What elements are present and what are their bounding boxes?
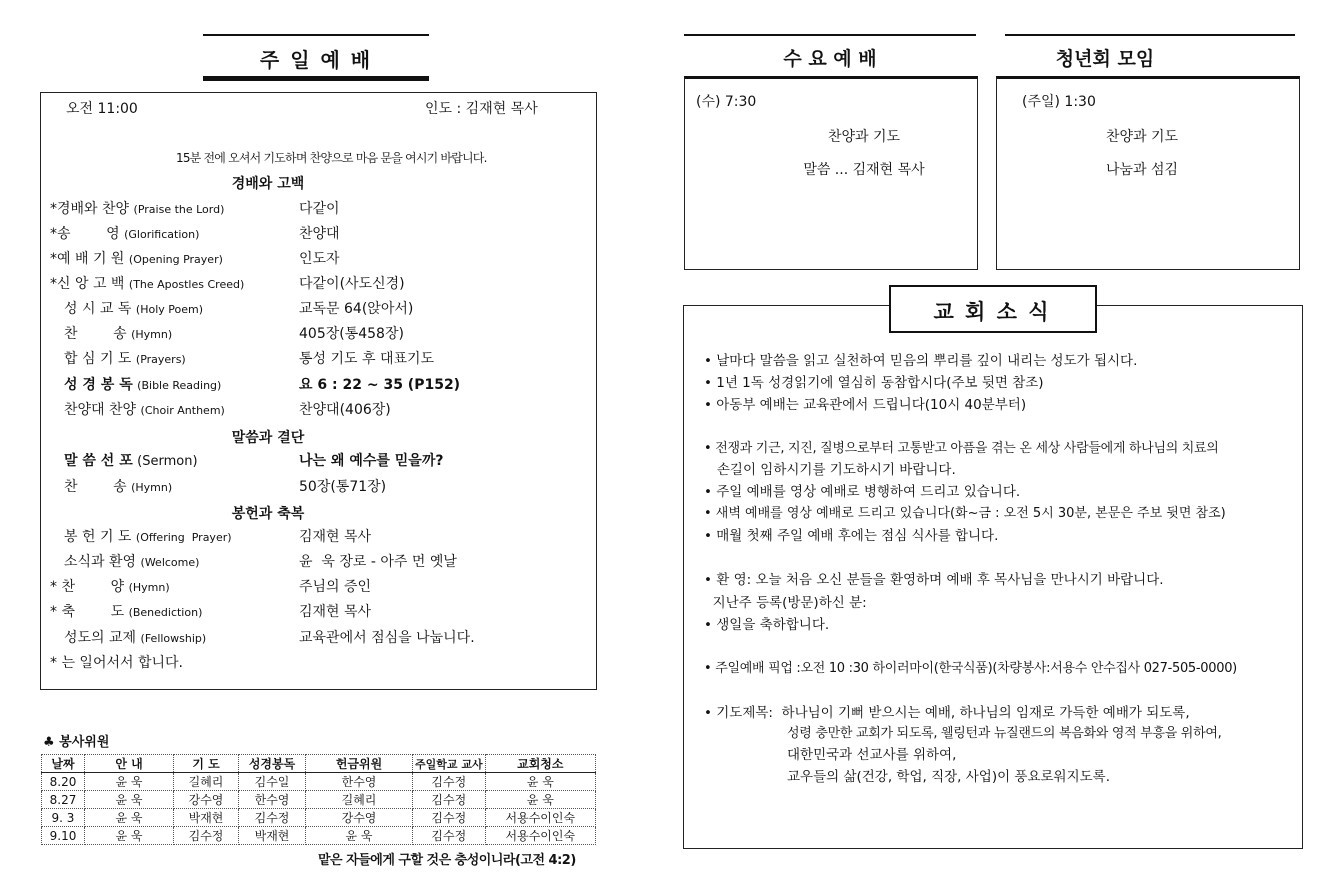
order-item: [50, 200, 224, 219]
youth-title: 청년회 모임: [1055, 48, 1155, 70]
order-item-value: 다같이(사도신경): [299, 276, 405, 292]
cell-date: 9.10: [42, 827, 85, 845]
order-item-ko: *신 앙 고 백: [50, 276, 125, 292]
cell: 서용수이인숙: [485, 809, 595, 827]
order-item-ko: 찬 송: [64, 479, 127, 495]
col-header: 날짜: [42, 755, 85, 773]
order-item-en: (Prayers): [135, 353, 186, 366]
cell-date: 8.27: [42, 791, 85, 809]
news-line: • 환 영: 오늘 처음 오신 분들을 환영하며 예배 후 목사님을 만나시기 바랍니다.: [704, 572, 1164, 588]
cell: 김수정: [413, 773, 486, 791]
news-line: • 1년 1독 성경읽기에 열심히 동참합시다(주보 뒷면 참조): [704, 375, 1044, 391]
wednesday-time: (수) 7:30: [696, 94, 757, 110]
cell: 윤 욱: [85, 827, 174, 845]
order-item-ko: *송 영: [50, 226, 120, 242]
order-item-value: 50장(통71장): [299, 479, 387, 495]
order-item: [64, 376, 221, 395]
table-row: [42, 791, 596, 809]
cell: 김수일: [239, 773, 306, 791]
news-line: 대한민국과 선교사를 위하여,: [787, 747, 957, 763]
cell: 한수영: [239, 791, 306, 809]
order-item-value: 통성 기도 후 대표기도: [299, 351, 435, 367]
order-item-ko: 봉 헌 기 도: [64, 529, 132, 545]
order-item-value: 요 6 : 22 ~ 35 (P152): [299, 377, 461, 393]
order-item-ko: * 찬 양: [50, 579, 125, 595]
cell: 윤 욱: [85, 809, 174, 827]
sunday-title-bottom-rule: [203, 76, 429, 81]
wednesday-line1: 찬양과 기도: [827, 129, 901, 145]
news-line: 손길이 임하시기를 기도하시기 바랍니다.: [704, 462, 956, 478]
order-item-en: (Hymn): [131, 481, 173, 494]
order-item-en: (Holy Poem): [135, 303, 204, 316]
order-item-value: 찬양대: [299, 226, 340, 242]
order-item: [50, 250, 223, 269]
order-item-ko: 소식과 환영: [64, 554, 137, 570]
news-line: • 주일 예배를 영상 예배로 병행하여 드리고 있습니다.: [704, 484, 1021, 500]
order-item-value: 교육관에서 점심을 나눕니다.: [299, 630, 475, 646]
volunteers-table: [41, 754, 596, 845]
order-item-value: 교독문 64(앉아서): [299, 301, 414, 317]
cell: 윤 욱: [485, 773, 595, 791]
cell: 길혜리: [306, 791, 413, 809]
cell: 서용수이인숙: [485, 827, 595, 845]
sunday-time: 오전 11:00: [66, 101, 138, 117]
order-item: [50, 275, 244, 294]
order-item-en: (Sermon): [137, 454, 198, 469]
table-row: [42, 773, 596, 791]
order-item: [64, 629, 206, 648]
order-item-ko: *경배와 찬양: [50, 201, 130, 217]
news-line: • 새벽 예배를 영상 예배로 드리고 있습니다(화~금 : 오전 5시 30분, 본문은 주보 뒷면 참조): [704, 506, 1226, 521]
youth-title-top-rule: [1005, 34, 1295, 36]
cell-date: 8.20: [42, 773, 85, 791]
order-item-value: 405장(통458장): [299, 326, 404, 342]
sunday-notice: 15분 전에 오셔서 기도하며 찬양으로 마음 문을 여시기 바랍니다.: [176, 151, 487, 165]
cell: 길혜리: [174, 773, 239, 791]
cell: 강수영: [174, 791, 239, 809]
news-line: • 날마다 말씀을 읽고 실천하여 믿음의 뿌리를 깊이 내리는 성도가 됩시다.: [704, 353, 1138, 369]
section-heading-offering: 봉헌과 축복: [231, 506, 305, 522]
cell: 박재현: [239, 827, 306, 845]
order-item-value: 주님의 증인: [299, 579, 372, 595]
order-item-en: (Offering Prayer): [135, 531, 232, 544]
col-header: 안 내: [85, 755, 174, 773]
order-item-en: (Choir Anthem): [140, 404, 225, 417]
verse-footer: 맡은 자들에게 구할 것은 충성이니라(고전 4:2): [318, 853, 576, 868]
youth-line2: 나눔과 섬김: [1105, 162, 1179, 178]
order-item: [64, 478, 172, 497]
order-item-en: (Welcome): [140, 556, 200, 569]
order-item: [64, 325, 172, 344]
order-item-en: (Bible Reading): [137, 379, 222, 392]
cell: 윤 욱: [306, 827, 413, 845]
order-item: [64, 553, 199, 572]
cell-date: 9. 3: [42, 809, 85, 827]
col-header: 헌금위원: [306, 755, 413, 773]
order-item-value: 다같이: [299, 201, 340, 217]
news-line: • 전쟁과 기근, 지진, 질병으로부터 고통받고 아픔을 겪는 온 세상 사람들에게 하나님의 치료의: [704, 441, 1219, 456]
order-item-ko: *예 배 기 원: [50, 251, 125, 267]
order-item: [50, 578, 170, 597]
cell: 윤 욱: [85, 791, 174, 809]
order-item-en: (Glorification): [124, 228, 200, 241]
news-title: 교 회 소 식: [933, 300, 1051, 324]
youth-time: (주일) 1:30: [1022, 94, 1096, 110]
news-line: • 기도제목: 하나님이 기뻐 받으시는 예배, 하나님의 임재로 가득한 예배가 되도록,: [704, 705, 1190, 721]
order-item: [64, 300, 203, 319]
order-item: [50, 225, 199, 244]
youth-line1: 찬양과 기도: [1105, 129, 1179, 145]
sunday-title-top-rule: [203, 34, 429, 36]
order-item-en: (Hymn): [128, 581, 170, 594]
order-item-en: (Fellowship): [140, 632, 207, 645]
news-line: • 매월 첫째 주일 예배 후에는 점심 식사를 합니다.: [704, 528, 999, 544]
order-item: [64, 528, 232, 547]
table-row: [42, 827, 596, 845]
order-item-ko: 찬 송: [64, 326, 127, 342]
order-item-ko: 성도의 교제: [64, 630, 137, 646]
order-item-en: (Hymn): [131, 328, 173, 341]
order-item-value: 찬양대(406장): [299, 402, 391, 418]
sunday-title: 주 일 예 배: [259, 48, 373, 72]
order-item: [50, 603, 202, 622]
cell: 강수영: [306, 809, 413, 827]
wednesday-title-top-rule: [684, 34, 976, 36]
col-header: 성경봉독: [239, 755, 306, 773]
cell: 한수영: [306, 773, 413, 791]
order-item: [64, 452, 198, 471]
volunteers-title: ♣ 봉사위원: [43, 735, 110, 750]
order-item-ko: 찬양대 찬양: [64, 402, 137, 418]
news-line: • 생일을 축하합니다.: [704, 617, 830, 633]
cell: 박재현: [174, 809, 239, 827]
order-item-en: (Opening Prayer): [128, 253, 223, 266]
order-item: [64, 401, 225, 420]
col-header: 교회청소: [485, 755, 595, 773]
section-heading-word: 말씀과 결단: [231, 430, 305, 446]
order-item-ko: 말 씀 선 포: [64, 453, 133, 469]
order-item-ko: * 축 도: [50, 604, 125, 620]
order-item-value: 김재현 목사: [299, 529, 372, 545]
news-line: • 아동부 예배는 교육관에서 드립니다(10시 40분부터): [704, 397, 1027, 413]
news-line: 교우들의 삶(건강, 학업, 직장, 사업)이 풍요로워지도록.: [787, 769, 1111, 785]
cell: 김수정: [239, 809, 306, 827]
cell: 김수정: [174, 827, 239, 845]
wednesday-title: 수 요 예 배: [783, 48, 877, 70]
order-item-en: (Benediction): [128, 606, 203, 619]
standing-footnote: * 는 일어서서 합니다.: [50, 655, 183, 671]
order-item-ko: 성 경 봉 독: [64, 377, 133, 393]
col-header: 주일학교 교사: [413, 755, 486, 773]
news-line: 지난주 등록(방문)하신 분:: [704, 595, 867, 611]
wednesday-line2: 말씀 ... 김재현 목사: [803, 162, 925, 178]
cell: 윤 욱: [485, 791, 595, 809]
order-item-value: 인도자: [299, 251, 340, 267]
cell: 윤 욱: [85, 773, 174, 791]
table-header-row: [42, 755, 596, 773]
order-item-en: (Praise the Lord): [133, 203, 225, 216]
sunday-leader: 인도 : 김재현 목사: [425, 101, 538, 117]
cell: 김수정: [413, 809, 486, 827]
order-item-ko: 성 시 교 독: [64, 301, 132, 317]
news-line: • 주일예배 픽업 :오전 10 :30 하이러마이(한국식품)(차량봉사:서용수 안수집사 027-505-0000): [704, 661, 1237, 676]
order-item-value: 윤 욱 장로 - 아주 먼 옛날: [299, 554, 457, 570]
cell: 김수정: [413, 827, 486, 845]
order-item-value: 김재현 목사: [299, 604, 372, 620]
order-item-ko: 합 심 기 도: [64, 351, 132, 367]
cell: 김수정: [413, 791, 486, 809]
table-row: [42, 809, 596, 827]
order-item: [64, 350, 186, 369]
news-line: 성령 충만한 교회가 되도록, 웰링턴과 뉴질랜드의 복음화와 영적 부흥을 위하여,: [787, 726, 1222, 741]
order-item-value: 나는 왜 예수를 믿을까?: [299, 453, 444, 469]
col-header: 기 도: [174, 755, 239, 773]
order-item-en: (The Apostles Creed): [128, 278, 245, 291]
section-heading-worship: 경배와 고백: [231, 176, 305, 192]
